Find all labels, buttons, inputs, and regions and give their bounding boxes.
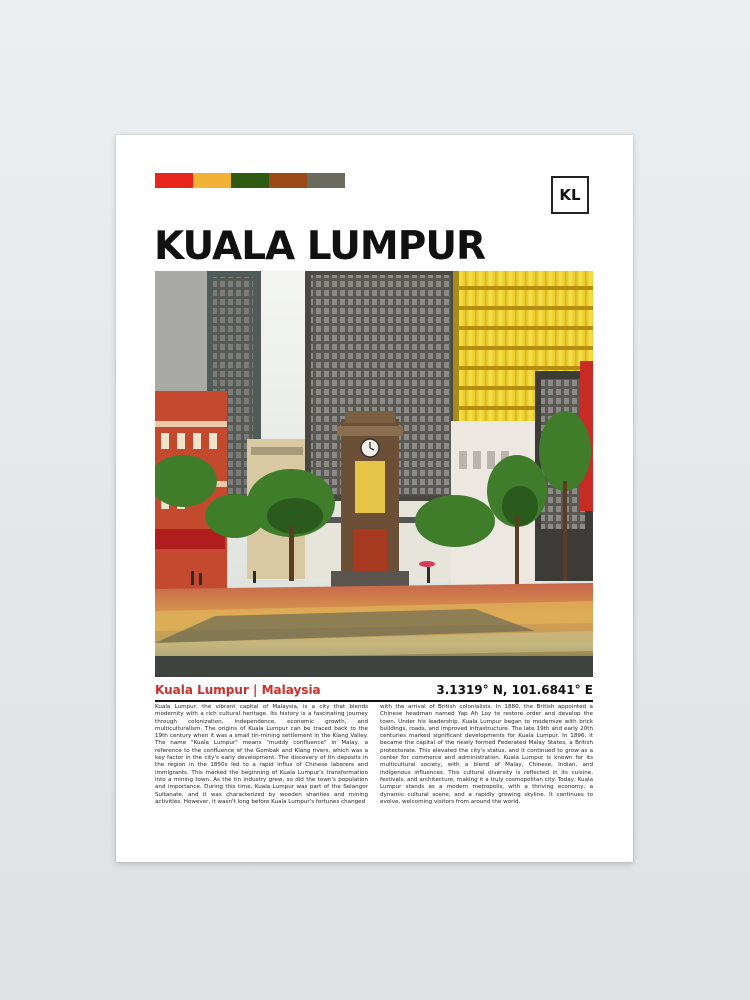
city-code-badge: KL [551, 176, 589, 214]
history-column-1: Kuala Lumpur, the vibrant capital of Malaysia, is a city that blends modernity with a rich cultural heritage. Its history is a fascinating journey through colonization, independence, economic growth, and multiculturalism. The origins of Kuala Lumpur can be traced back to the 19th century when it was a small tin-mining settlement in the Klang Valley. The name "Kuala Lumpur" means "muddy confluence" in Malay, a reference to the confluence of the Gombak and Klang rivers, which was a key factor in the city's early development. The discovery of tin deposits in the region in the 1850s led to a rapid influx of Chinese laborers and immigrants. This marked the beginning of Kuala Lumpur's transformation into a mining town. As the tin industry grew, so did the town's population and importance. During this time, Kuala Lumpur was part of the Selangor Sultanate, and it was characterized by wooden shanties and mining activities. However, it wasn't long before Kuala Lumpur's fortunes changed [155, 704, 368, 805]
poster-title: KUALA LUMPUR [154, 224, 486, 269]
city-photo [155, 271, 593, 677]
history-column-2: with the arrival of British colonialists. In 1880, the British appointed a Chinese headman named Yap Ah Loy to restore order and develop the town. Under his leadership, Kuala Lumpur began to modernize with brick buildings, roads, and improved infrastructure. The late 19th and early 20th centuries marked significant developments for Kuala Lumpur. In 1896, it became the capital of the newly formed Federated Malay States, a British protectorate. This elevated the city's status, and it continued to grow as a center for commerce and administration. Kuala Lumpur is known for its multicultural society, with a blend of Malay, Chinese, Indian, and indigenous influences. This cultural diversity is reflected in its cuisine, festivals, and architecture, making it a truly cosmopolitan city. Today, Kuala Lumpur stands as a modern metropolis, with a thriving economy, a dynamic cultural scene, and a rapidly growing skyline. It continues to evolve, welcoming visitors from around the world. [380, 704, 593, 805]
color-palette [155, 173, 345, 188]
swatch-red [155, 173, 193, 188]
swatch-gray [307, 173, 345, 188]
swatch-yellow [193, 173, 231, 188]
location-caption: Kuala Lumpur | Malaysia [155, 683, 321, 697]
coordinates-caption: 3.1319° N, 101.6841° E [436, 683, 593, 697]
history-text [155, 704, 593, 834]
swatch-green [231, 173, 269, 188]
divider-line [155, 700, 593, 702]
poster [116, 135, 633, 862]
swatch-brown [269, 173, 307, 188]
caption-row [155, 681, 593, 699]
